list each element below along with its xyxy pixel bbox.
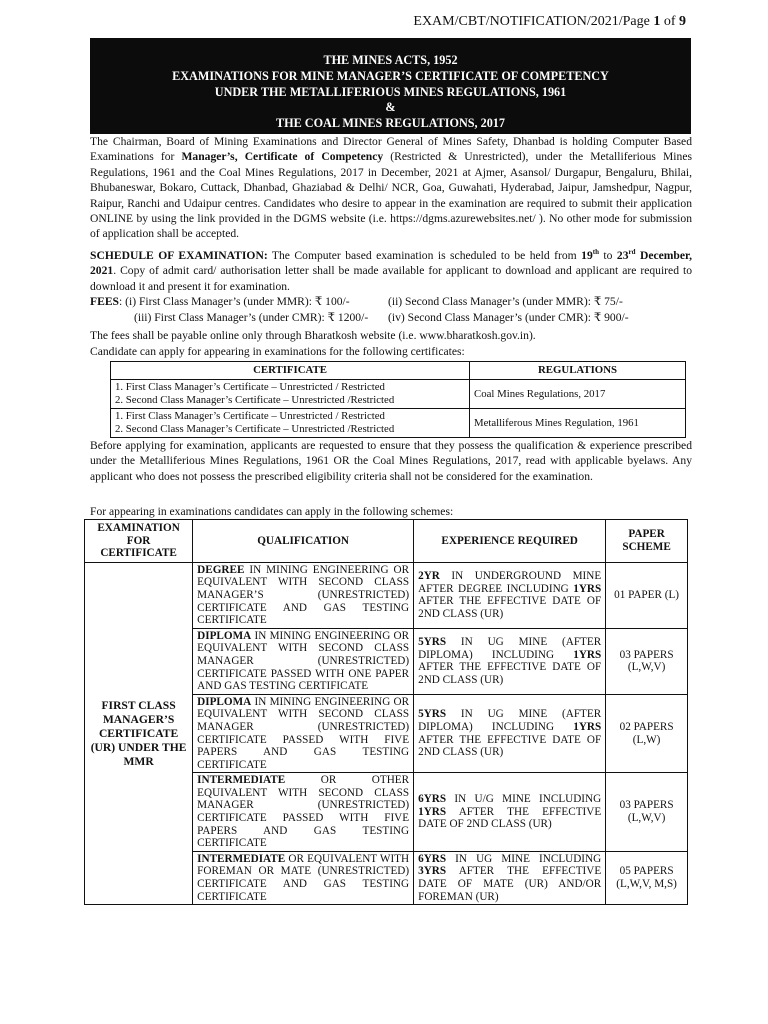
- exp-text-2: AFTER THE EFFECTIVE DATE OF 2ND CLASS (UR): [418, 595, 602, 620]
- qual-text: IN MINING ENGINEERING OR EQUIVALENT WITH SECOND CLASS MANAGER (UNRESTRICTED) CERTIFICATE PASSED WITH FIVE PAPERS AND GAS TESTING CERTIFICATE: [197, 695, 410, 771]
- experience-cell: [414, 773, 606, 852]
- exp-text-2: AFTER THE EFFECTIVE DATE OF MATE (UR) AND/OR FOREMAN (UR): [418, 865, 602, 903]
- intro-part-3: ). No other mode for submission of application shall be accepted.: [90, 212, 692, 241]
- qualification-cell: [193, 694, 414, 773]
- banner-line-2: EXAMINATIONS FOR MINE MANAGER’S CERTIFICATE OF COMPETENCY: [172, 68, 609, 83]
- exp-text: IN U/G MINE INCLUDING: [446, 793, 602, 806]
- schedule-text-2: . Copy of admit card/ authorisation letter shall be made available for applicant to download and applicant are required to download it and present it for examination.: [90, 264, 692, 293]
- schedule-start-sup: th: [592, 248, 599, 257]
- cert-header-certificate: CERTIFICATE: [111, 362, 470, 380]
- ref-prefix: EXAM/CBT/NOTIFICATION/2021/Page: [413, 14, 654, 29]
- scheme-header-qualification: QUALIFICATION: [193, 520, 414, 563]
- page-of: of: [660, 14, 679, 29]
- paper-scheme-cell: 03 PAPERS (L,W,V): [606, 773, 688, 852]
- experience-cell: [414, 694, 606, 773]
- exp-text: IN UG MINE INCLUDING: [446, 852, 602, 865]
- schedule-label: SCHEDULE OF EXAMINATION:: [90, 249, 268, 262]
- scheme-header-experience: EXPERIENCE REQUIRED: [414, 520, 606, 563]
- schemes-table: [84, 519, 688, 905]
- exp-text: IN UNDERGROUND MINE AFTER DEGREE INCLUDING: [418, 570, 602, 595]
- paper-scheme-cell: 02 PAPERS (L,W): [606, 694, 688, 773]
- cert-item: 1. First Class Manager’s Certificate – Unrestricted / Restricted: [115, 381, 385, 393]
- qual-text: OR EQUIVALENT WITH FOREMAN OR MATE (UNRESTRICTED) CERTIFICATE AND GAS TESTING CERTIFICATE: [197, 852, 410, 903]
- qual-text: IN MINING ENGINEERING OR EQUIVALENT WITH SECOND CLASS MANAGER’S (UNRESTRICTED) CERTIFICATE AND GAS TESTING CERTIFICATE: [197, 563, 410, 627]
- banner-line-5: THE COAL MINES REGULATIONS, 2017: [275, 116, 505, 131]
- qual-keyword: INTERMEDIATE: [197, 852, 286, 865]
- scheme-header-paper: PAPER SCHEME: [606, 520, 688, 563]
- page-total: 9: [679, 14, 686, 29]
- qual-keyword: DIPLOMA: [197, 695, 252, 708]
- paper-scheme-cell: 03 PAPERS (L,W,V): [606, 628, 688, 694]
- qual-keyword: INTERMEDIATE: [197, 774, 286, 787]
- certificates-intro: Candidate can apply for appearing in examinations for the following certificates:: [90, 345, 465, 358]
- exp-keyword-2: 1YRS: [418, 805, 447, 818]
- qual-keyword: DIPLOMA: [197, 629, 252, 642]
- table-row: [85, 562, 688, 628]
- cert-item: 2. Second Class Manager’s Certificate – Unrestricted /Restricted: [115, 394, 395, 406]
- intro-part-2: (Restricted & Unrestricted), under the Metalliferious Mines Regulations, 1961 and the Coal Mines Regulations, 2017 in December, 2021 at Ajmer, Asansol/ Durgapur, Bengaluru, Bhilai, Bhubaneswar, Bokaro, Cuttack, Dhanbad, Ghaziabad & Delhi/ NCR, Goa, Guwahati, Hyderabad, Jaipur, Jamshedpur, Nagpur, Raipur, Ranchi and Udaipur centres. Candidates who desire to appear in the examination are required to submit their application ONLINE by using the link provided in the DGMS website (i.e.: [90, 150, 692, 226]
- page-reference: [413, 14, 686, 30]
- experience-cell: [414, 628, 606, 694]
- fee-iv: (iv) Second Class Manager’s (under CMR): ₹ 900/-: [388, 310, 629, 324]
- exp-keyword: 6YRS: [418, 793, 447, 806]
- intro-bold: Manager’s, Certificate of Competency: [181, 150, 384, 164]
- intro-paragraph: [90, 134, 692, 242]
- paper-scheme-cell: 01 PAPER (L): [606, 562, 688, 628]
- fees-block: [90, 294, 692, 325]
- fee-ii: (ii) Second Class Manager’s (under MMR): ₹ 75/-: [388, 295, 623, 308]
- fee-iii: (iii) First Class Manager’s (under CMR): ₹ 1200/-: [134, 310, 369, 324]
- exp-keyword-2: 1YRS: [573, 582, 602, 595]
- banner-line-4: &: [385, 100, 396, 115]
- experience-cell: [414, 562, 606, 628]
- schedule-end-sup: rd: [628, 248, 636, 257]
- qualification-cell: [193, 628, 414, 694]
- qual-text: OR OTHER EQUIVALENT WITH SECOND CLASS MANAGER (UNRESTRICTED) CERTIFICATE PASSED WITH FIVE PAPERS AND GAS TESTING CERTIFICATE: [197, 774, 410, 850]
- exp-keyword: 6YRS: [418, 852, 447, 865]
- intro-part-1: The Chairman, Board of Mining Examinations and Director General of Mines Safety, Dhanbad is holding Computer Based Examinations for: [90, 135, 692, 164]
- qualification-cell: [193, 562, 414, 628]
- qualification-cell: [193, 851, 414, 904]
- exp-keyword: 2YR: [418, 570, 440, 583]
- cert-regulation: Coal Mines Regulations, 2017: [470, 380, 686, 409]
- schemes-intro: For appearing in examinations candidates can apply in the following schemes:: [90, 505, 454, 518]
- exp-keyword-2: 3YRS: [418, 865, 447, 878]
- certificates-table: [110, 361, 686, 438]
- qual-keyword: DEGREE: [197, 563, 245, 576]
- schedule-paragraph: [90, 248, 692, 294]
- exp-text: IN UG MINE (AFTER DIPLOMA) INCLUDING: [418, 636, 602, 661]
- exp-text-2: AFTER THE EFFECTIVE DATE OF 2ND CLASS (UR): [418, 733, 602, 759]
- schedule-text-1: The Computer based examination is scheduled to be held from: [267, 249, 582, 262]
- banner-line-3: UNDER THE METALLIFERIOUS MINES REGULATIONS, 1961: [214, 84, 567, 99]
- title-banner: [90, 38, 691, 134]
- fees-label: FEES: [90, 295, 119, 308]
- schedule-to: to: [598, 249, 617, 262]
- table-row: [111, 409, 686, 438]
- qual-text: IN MINING ENGINEERING OR EQUIVALENT WITH SECOND CLASS MANAGER (UNRESTRICTED) CERTIFICATE PASSED WITH ONE PAPER AND GAS TESTING CERTIFICATE: [197, 629, 410, 693]
- experience-cell: [414, 851, 606, 904]
- schedule-end-rest: December, 2021: [90, 249, 692, 278]
- exp-keyword-2: 1YRS: [573, 648, 602, 661]
- banner-line-1: THE MINES ACTS, 1952: [323, 53, 458, 67]
- fees-note: The fees shall be payable online only through Bharatkosh website (i.e. www.bharatkosh.gov.in).: [90, 329, 536, 342]
- exp-keyword: 5YRS: [418, 708, 447, 721]
- exp-keyword: 5YRS: [418, 636, 447, 649]
- scheme-header-exam: EXAMINATION FOR CERTIFICATE: [85, 520, 193, 563]
- exp-text-2: AFTER THE EFFECTIVE DATE OF 2ND CLASS (UR): [418, 661, 602, 686]
- table-row: [111, 380, 686, 409]
- exp-text: IN UG MINE (AFTER DIPLOMA) INCLUDING: [418, 708, 602, 733]
- fee-i: : (i) First Class Manager’s (under MMR): ₹ 100/-: [119, 295, 350, 308]
- exam-certificate-cell: FIRST CLASS MANAGER’S CERTIFICATE (UR) UNDER THE MMR: [85, 562, 193, 904]
- schedule-start-day: 19: [581, 249, 593, 262]
- qualification-cell: [193, 773, 414, 852]
- schedule-end-day: 23: [616, 249, 629, 262]
- exp-text-2: AFTER THE EFFECTIVE DATE OF 2ND CLASS (UR): [418, 805, 602, 831]
- eligibility-paragraph: Before applying for examination, applicants are requested to ensure that they possess the qualification & experience prescribed under the Metalliferious Mines Regulations, 1961 OR the Coal Mines Regulations, 2017, read with applicable byelaws. Any applicant who does not possess the prescribed eligibility criteria shall not be considered for the examination.: [90, 439, 692, 483]
- exp-keyword-2: 1YRS: [573, 720, 602, 733]
- dgms-website-link[interactable]: https://dgms.azurewebsites.net/: [390, 212, 536, 226]
- cert-item: 2. Second Class Manager’s Certificate – Unrestricted /Restricted: [115, 423, 395, 435]
- page-number: 1: [653, 14, 661, 29]
- cert-header-regulations: REGULATIONS: [470, 362, 686, 380]
- cert-regulation: Metalliferous Mines Regulation, 1961: [470, 409, 686, 438]
- cert-item: 1. First Class Manager’s Certificate – Unrestricted / Restricted: [115, 410, 385, 422]
- paper-scheme-cell: 05 PAPERS (L,W,V, M,S): [606, 851, 688, 904]
